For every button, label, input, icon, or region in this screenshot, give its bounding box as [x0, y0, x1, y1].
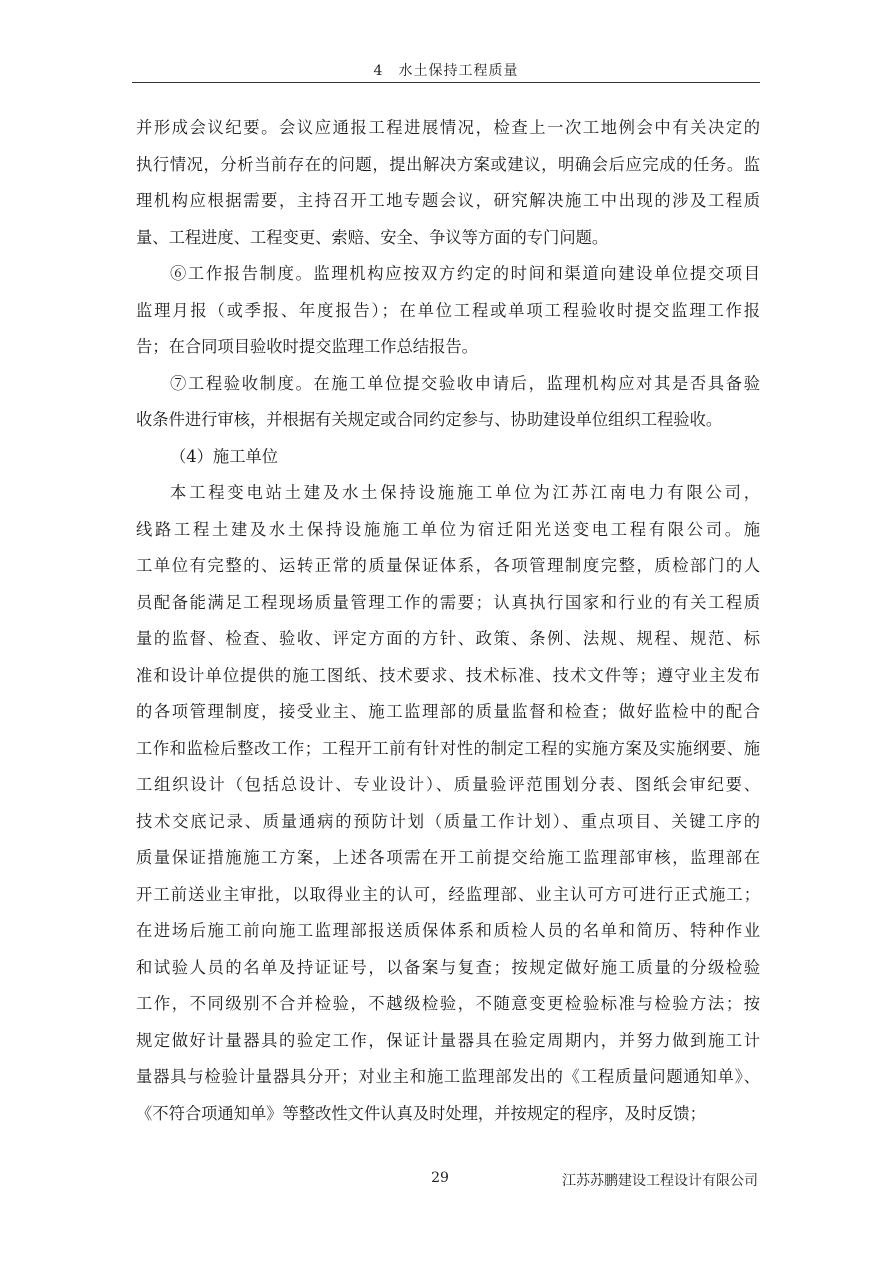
paragraph-line: 员配备能满足工程现场质量管理工作的需要；认真执行国家和行业的有关工程质 [136, 592, 760, 612]
paragraph-line: 执行情况，分析当前存在的问题，提出解决方案或建议，明确会后应完成的任务。监 [136, 154, 760, 174]
paragraph-line: （4）施工单位 [170, 446, 279, 466]
paragraph-line: 收条件进行审核，并根据有关规定或合同约定参与、协助建设单位组织工程验收。 [136, 410, 723, 429]
footer-company-name: 江苏苏鹏建设工程设计有限公司 [562, 1173, 758, 1189]
header-divider [132, 82, 760, 83]
paragraph-line: 量的监督、检查、验收、评定方面的方针、政策、条例、法规、规程、规范、标 [136, 629, 760, 648]
paragraph [136, 439, 760, 476]
paragraph-line: 工组织设计（包括总设计、专业设计）、质量验评范围划分表、图纸会审纪要、 [136, 775, 760, 794]
page-header-title: 4 水土保持工程质量 [373, 63, 519, 79]
paragraph-line: 工作和监检后整改工作；工程开工前有针对性的制定工程的实施方案及实施纲要、施 [136, 738, 760, 758]
paragraph-line: 量器具与检验计量器具分开；对业主和施工监理部发出的《工程质量问题通知单》、 [136, 1067, 760, 1086]
document-body [136, 110, 760, 1132]
paragraph-line: 工作，不同级别不合并检验，不越级检验，不随意变更检验标准与检验方法；按 [136, 994, 760, 1013]
paragraph-line: 工单位有完整的、运转正常的质量保证体系，各项管理制度完整，质检部门的人 [136, 556, 760, 575]
paragraph-line: 《不符合项通知单》等整改性文件认真及时处理，并按规定的程序，及时反馈； [136, 1103, 706, 1123]
paragraph-line: 并形成会议纪要。会议应通报工程进展情况，检查上一次工地例会中有关决定的 [136, 118, 760, 137]
paragraph-line: 规定做好计量器具的验定工作，保证计量器具在验定周期内，并努力做到施工计 [136, 1030, 760, 1050]
paragraph-line: 准和设计单位提供的施工图纸、技术要求、技术标准、技术文件等；遵守业主发布 [136, 665, 760, 685]
paragraph-line: 监理月报（或季报、年度报告）；在单位工程或单项工程验收时提交监理工作报 [136, 300, 760, 320]
paragraph [136, 256, 760, 366]
paragraph-line: 开工前送业主审批，以取得业主的认可，经监理部、业主认可方可进行正式施工； [136, 884, 760, 904]
paragraph-line: 量、工程进度、工程变更、索赔、安全、争议等方面的专门问题。 [136, 227, 609, 247]
paragraph-line: 质量保证措施施工方案，上述各项需在开工前提交给施工监理部审核，监理部在 [136, 848, 760, 867]
paragraph-line: 的各项管理制度，接受业主、施工监理部的质量监督和检查；做好监检中的配合 [136, 702, 760, 721]
paragraph [136, 110, 760, 256]
page-number: 29 [431, 1170, 449, 1186]
paragraph-line: 线路工程土建及水土保持设施施工单位为宿迁阳光送变电工程有限公司。施 [136, 519, 760, 539]
paragraph-line: ⑦工程验收制度。在施工单位提交验收申请后，监理机构应对其是否具备验 [170, 373, 760, 393]
paragraph-line: 本工程变电站土建及水土保持设施施工单位为江苏江南电力有限公司， [170, 483, 760, 502]
paragraph-line: 在进场后施工前向施工监理部报送质保体系和质检人员的名单和简历、特种作业 [136, 921, 760, 940]
paragraph [136, 475, 760, 1132]
paragraph-line: 告；在合同项目验收时提交监理工作总结报告。 [136, 337, 478, 356]
paragraph-line: 理机构应根据需要，主持召开工地专题会议，研究解决施工中出现的涉及工程质 [136, 191, 760, 210]
paragraph [136, 366, 760, 439]
paragraph-line: ⑥工作报告制度。监理机构应按双方约定的时间和渠道向建设单位提交项目 [170, 264, 760, 283]
paragraph-line: 技术交底记录、质量通病的预防计划（质量工作计划）、重点项目、关键工序的 [136, 811, 760, 831]
paragraph-line: 和试验人员的名单及持证证号，以备案与复查；按规定做好施工质量的分级检验 [136, 957, 760, 977]
